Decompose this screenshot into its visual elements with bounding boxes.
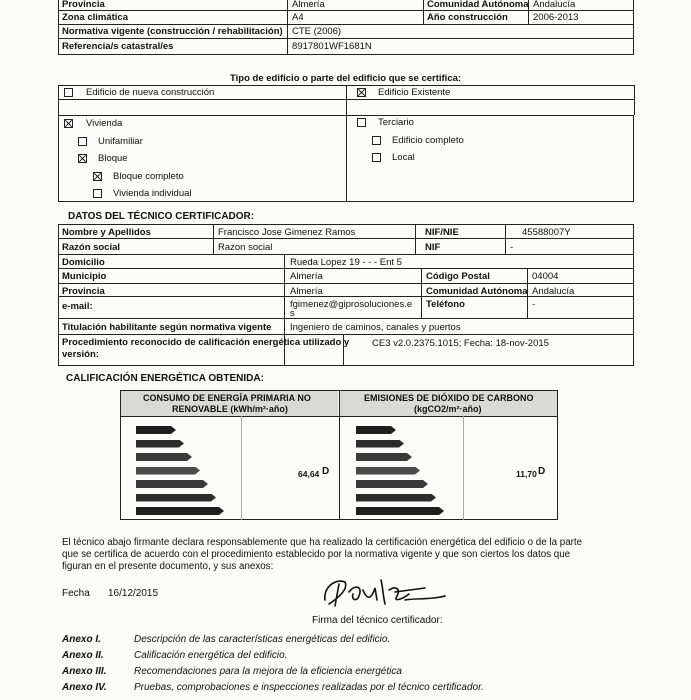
referencia-label: Referencia/s catastral/es xyxy=(62,41,174,52)
ano-label: Año construcción xyxy=(427,12,508,23)
bloque-completo-checkbox[interactable] xyxy=(93,172,102,181)
declaracion-line-3: figuran en el presente documento, y sus anexos: xyxy=(62,561,274,572)
provincia-value: Almería xyxy=(292,0,325,10)
signature-icon xyxy=(305,570,455,612)
emisiones-scale-bar xyxy=(356,494,436,502)
anexo-label: Anexo II. xyxy=(62,650,104,661)
telefono-value: - xyxy=(532,299,536,310)
nif2-value: - xyxy=(510,242,514,253)
provincia-label: Provincia xyxy=(62,0,105,10)
consumo-header-1: CONSUMO DE ENERGÍA PRIMARIA NO xyxy=(143,393,311,403)
nueva-construccion-label: Edificio de nueva construcción xyxy=(86,87,215,98)
consumo-scale-bar xyxy=(136,467,200,475)
calificacion-title: CALIFICACIÓN ENERGÉTICA OBTENIDA: xyxy=(66,373,264,384)
emisiones-letter: D xyxy=(538,466,546,477)
provincia-tec-label: Provincia xyxy=(62,286,105,297)
emisiones-scale-bar xyxy=(356,507,444,515)
ccaa-tec-value: Andalucía xyxy=(532,286,575,297)
zona-value: A4 xyxy=(292,12,304,23)
edificio-completo-label: Edificio completo xyxy=(392,135,464,146)
consumo-scale-bar xyxy=(136,494,216,502)
consumo-scale-bar xyxy=(136,507,224,515)
normativa-value: CTE (2006) xyxy=(292,26,342,37)
edificio-existente-label: Edificio Existente xyxy=(378,87,451,98)
nif2-label: NIF xyxy=(425,242,441,253)
domicilio-value: Rueda Lopez 19 - - - Ent 5 xyxy=(290,257,402,268)
email-value[interactable]: fgimenez@giprosoluciones.e xyxy=(290,299,413,310)
tecnico-title: DATOS DEL TÉCNICO CERTIFICADOR: xyxy=(68,211,255,222)
emisiones-scale-bar xyxy=(356,440,404,448)
cp-value: 04004 xyxy=(532,271,559,282)
vivienda-individual-checkbox[interactable] xyxy=(93,189,102,198)
emisiones-header-2: (kgCO2/m²·año) xyxy=(414,404,482,414)
bloque-checkbox[interactable] xyxy=(78,154,87,163)
email-value-wrap: s xyxy=(290,308,295,319)
consumo-scale-bar xyxy=(136,440,184,448)
titulacion-value: Ingeniero de caminos, canales y puertos xyxy=(290,322,461,333)
declaracion-line-2: que se certifica de acuerdo con el procedimiento establecido por la normativa vigente y que son ciertos los datos que xyxy=(62,549,571,560)
consumo-scale-bar xyxy=(136,480,208,488)
procedimiento-value: CE3 v2.0.2375.1015; Fecha: 18-nov-2015 xyxy=(372,338,549,349)
anexo-label: Anexo IV. xyxy=(62,682,107,693)
nif-label: NIF/NIE xyxy=(425,227,459,238)
local-label: Local xyxy=(392,152,415,163)
provincia-tec-value: Almería xyxy=(290,286,323,297)
email-label: e-mail: xyxy=(62,301,93,312)
ccaa-tec-label: Comunidad Autónoma xyxy=(426,286,528,297)
anexo-text: Calificación energética del edificio. xyxy=(134,650,288,661)
nueva-construccion-checkbox[interactable] xyxy=(64,88,73,97)
anexo-label: Anexo III. xyxy=(62,666,107,677)
fecha-value: 16/12/2015 xyxy=(108,588,159,599)
ccaa-label: Comunidad Autónoma xyxy=(427,0,529,10)
referencia-value: 8917801WF1681N xyxy=(292,41,372,52)
terciario-checkbox[interactable] xyxy=(357,118,366,127)
municipio-value: Almería xyxy=(290,271,323,282)
procedimiento-label-2: versión: xyxy=(62,349,99,360)
razon-label: Razón social xyxy=(62,242,121,253)
normativa-label: Normativa vigente (construcción / rehabilitación) xyxy=(62,26,283,37)
consumo-value: 64,64 xyxy=(298,469,320,479)
emisiones-scale-bar xyxy=(356,426,396,434)
nombre-value: Francisco Jose Gimenez Ramos xyxy=(218,227,356,238)
consumo-scale-bar xyxy=(136,453,192,461)
declaracion-line-1: El técnico abajo firmante declara responsablemente que ha realizado la certificación energética del edificio o de la parte xyxy=(62,537,583,548)
bloque-completo-label: Bloque completo xyxy=(113,171,184,182)
vivienda-checkbox[interactable] xyxy=(64,119,73,128)
telefono-label: Teléfono xyxy=(426,299,465,310)
firma-label: Firma del técnico certificador: xyxy=(312,615,443,626)
unifamiliar-label: Unifamiliar xyxy=(98,136,143,147)
domicilio-label: Domicilio xyxy=(62,257,105,268)
emisiones-header-1: EMISIONES DE DIÓXIDO DE CARBONO xyxy=(364,393,534,403)
anexo-text: Pruebas, comprobaciones e inspecciones realizadas por el técnico certificador. xyxy=(134,682,484,693)
anexo-label: Anexo I. xyxy=(62,634,101,645)
anexo-text: Descripción de las características energéticas del edificio. xyxy=(134,634,391,645)
nombre-label: Nombre y Apellidos xyxy=(62,227,151,238)
emisiones-scale-bar xyxy=(356,453,412,461)
bloque-label: Bloque xyxy=(98,153,128,164)
vivienda-individual-label: Vivienda individual xyxy=(113,188,192,199)
titulacion-label: Titulación habilitante según normativa vigente xyxy=(62,322,272,333)
emisiones-value: 11,70 xyxy=(516,469,537,479)
local-checkbox[interactable] xyxy=(372,153,381,162)
razon-value: Razon social xyxy=(218,242,273,253)
consumo-scale-bar xyxy=(136,426,176,434)
emisiones-scale-bar xyxy=(356,480,428,488)
tipo-title: Tipo de edificio o parte del edificio que se certifica: xyxy=(230,73,462,84)
municipio-label: Municipio xyxy=(62,271,107,282)
consumo-header-2: RENOVABLE (kWh/m²·año) xyxy=(172,404,288,414)
zona-label: Zona climática xyxy=(62,12,128,23)
ccaa-value: Andalucía xyxy=(533,0,576,10)
fecha-label: Fecha xyxy=(62,588,90,599)
edificio-existente-checkbox[interactable] xyxy=(357,88,366,97)
vivienda-label: Vivienda xyxy=(86,118,123,129)
nif-value: 45588007Y xyxy=(522,227,571,238)
emisiones-scale-bar xyxy=(356,467,420,475)
edificio-completo-checkbox[interactable] xyxy=(372,136,381,145)
consumo-letter: D xyxy=(322,466,330,477)
unifamiliar-checkbox[interactable] xyxy=(78,137,87,146)
ano-value: 2006-2013 xyxy=(533,12,579,23)
anexo-text: Recomendaciones para la mejora de la eficiencia energética xyxy=(134,666,402,677)
procedimiento-label: Procedimiento reconocido de calificación energética utilizado y xyxy=(62,337,350,348)
terciario-label: Terciario xyxy=(378,117,414,128)
cp-label: Código Postal xyxy=(426,271,490,282)
